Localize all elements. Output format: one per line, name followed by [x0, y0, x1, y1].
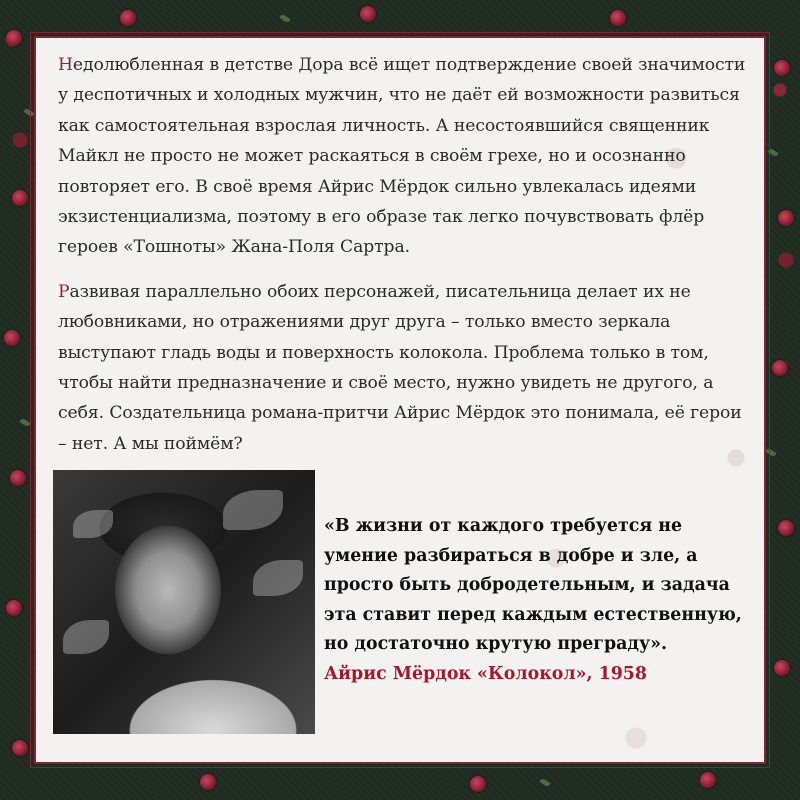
rose-decoration [774, 60, 790, 76]
rose-decoration [12, 190, 28, 206]
rose-decoration [778, 210, 794, 226]
leaf-decoration [19, 418, 30, 428]
paragraph-text: азвивая параллельно обоих персонажей, писательница делает их не любовниками, но отражениями друг друга – только вместо зеркала выступают гладь воды и поверхность колокола. Проблема только в том, чтобы найти предназначение и своё место, нужно увидеть не другого, а себя. Создательница романа-притчи Айрис Мёрдок это понимала, её герои – нет. А мы поймём? [58, 281, 742, 454]
paragraph-text: едолюбленная в детстве Дора всё ищет подтверждение своей значимости у деспотичных и холодных мужчин, что не даёт ей возможности развиться как самостоятельная взрослая личность. А несостоявшийся священник Майкл не просто не может раскаяться в своём грехе, но и осознанно повторяет его. В своё время Айрис Мёрдок сильно увлекалась идеями экзистенциализма, поэтому в его образе так легко почувствовать флёр героев «Тошноты» Жана-Поля Сартра. [58, 55, 746, 258]
rose-decoration [200, 774, 216, 790]
rose-decoration [6, 600, 22, 616]
rose-decoration [772, 360, 788, 376]
article-text [58, 50, 748, 473]
rose-decoration [120, 10, 136, 26]
paragraph-1 [58, 50, 748, 263]
leaf-decoration [539, 778, 550, 788]
drop-initial: Р [58, 281, 70, 302]
rose-decoration [6, 30, 22, 46]
leaf-decoration [23, 108, 34, 118]
rose-decoration [610, 10, 626, 26]
rose-decoration [470, 776, 486, 792]
leaf-decoration [279, 14, 290, 24]
quote-text: «В жизни от каждого требуется не умение разбираться в добре и зле, а просто быть добродетельным, и задача эта ставит перед каждым естественную, но достаточно крутую преграду». [324, 516, 742, 655]
author-portrait-photo [53, 470, 315, 734]
drop-initial: Н [58, 55, 73, 75]
rose-decoration [774, 660, 790, 676]
rose-decoration [700, 772, 716, 788]
rose-decoration [12, 740, 28, 756]
rose-decoration [4, 330, 20, 346]
leaf-decoration [765, 448, 776, 458]
rose-decoration [10, 470, 26, 486]
paragraph-2 [58, 277, 748, 459]
rose-decoration [778, 520, 794, 536]
quote-author: Айрис Мёрдок «Колокол», 1958 [324, 664, 647, 684]
content-card [34, 36, 766, 764]
leaf-decoration [767, 148, 778, 158]
rose-decoration [360, 6, 376, 22]
